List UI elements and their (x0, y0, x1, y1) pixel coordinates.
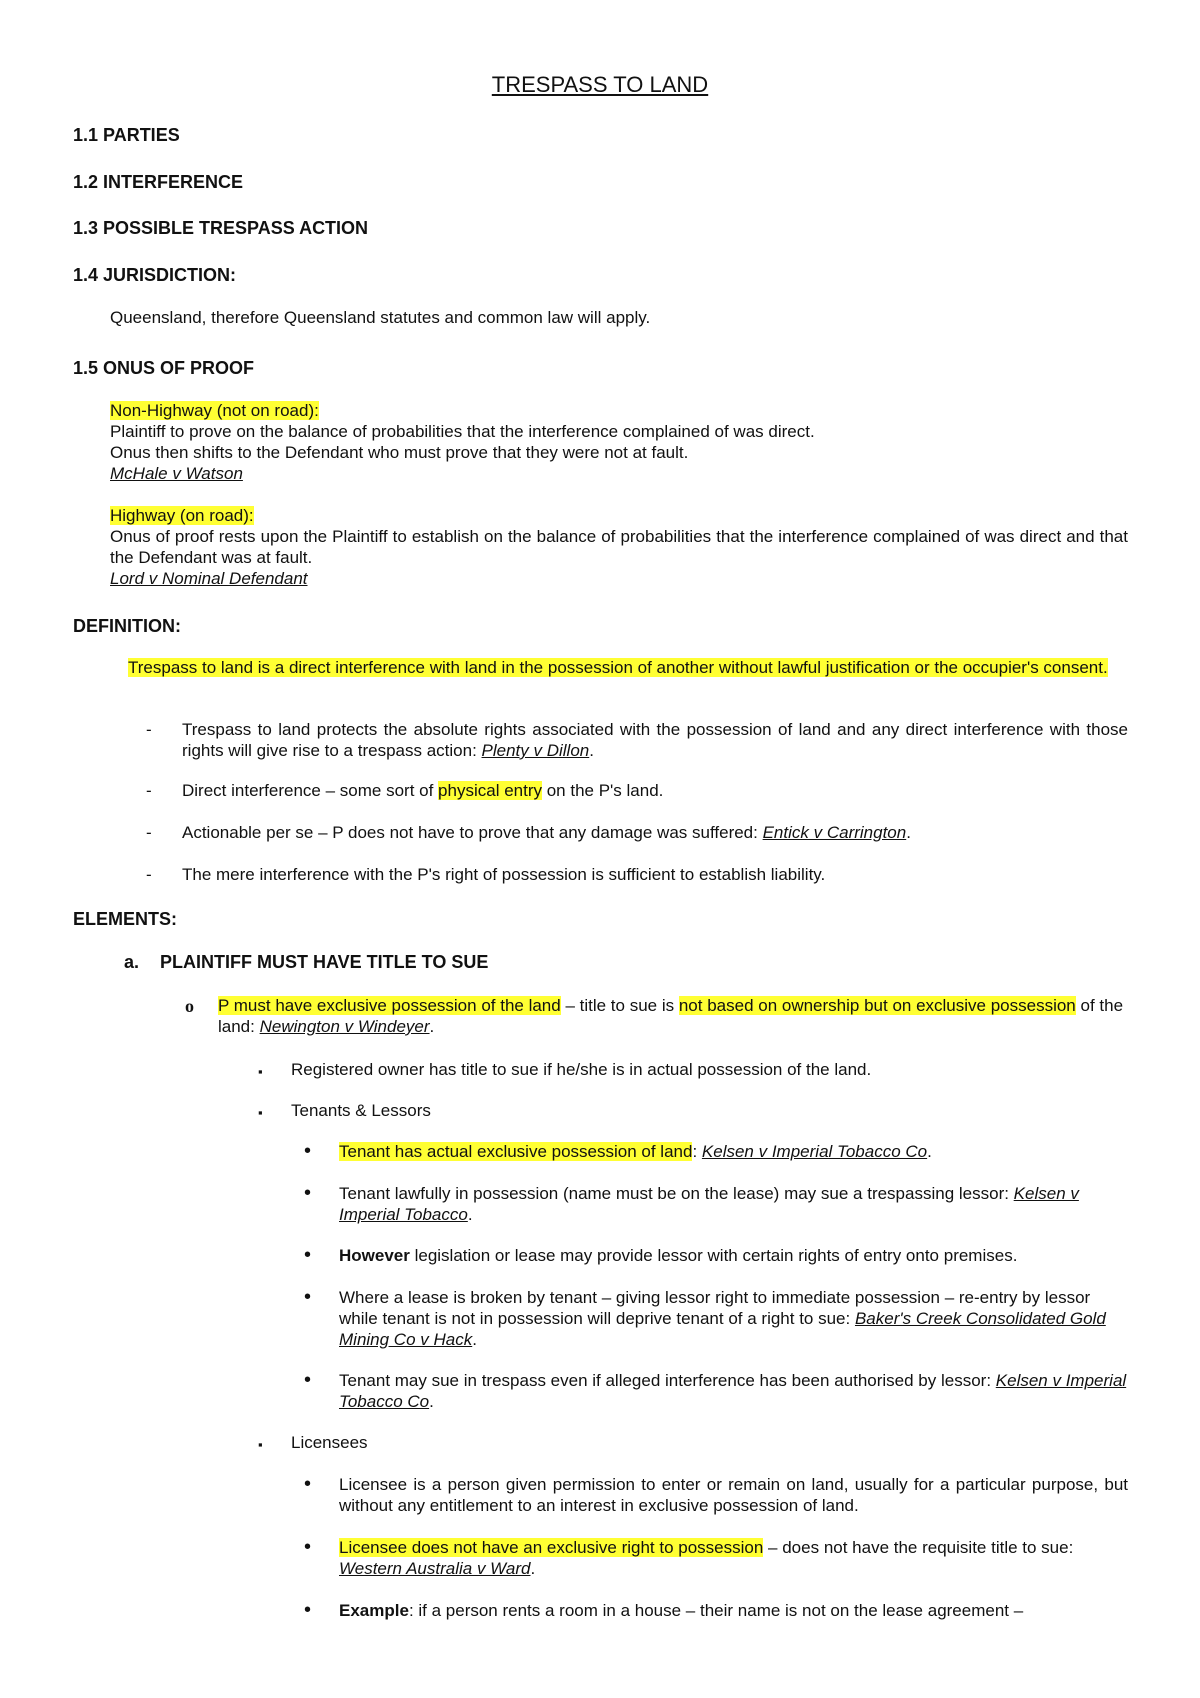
dot-bullet-icon: • (304, 1599, 312, 1621)
case-bakers-creek-v-hack: Baker's Creek Consolidated Gold Mining Co v Hack (339, 1309, 1106, 1349)
square-bullet-icon: ▪ (258, 1064, 263, 1079)
dot-bullet-icon: • (304, 1182, 312, 1204)
period: . (467, 1205, 473, 1224)
heading-elements: ELEMENTS: (73, 909, 178, 929)
colon: : (692, 1142, 702, 1161)
definition-text (128, 657, 1128, 678)
tenant-item-2 (339, 1183, 1128, 1225)
definition-bullet-3 (182, 822, 1128, 843)
licensee-item-1: Licensee is a person given permission to enter or remain on land, usually for a particular purpose, but without any entitlement to an interest in exclusive possession of land. (339, 1475, 1128, 1515)
element-a-mid: – title to sue is (560, 996, 679, 1015)
circle-bullet-icon: o (185, 996, 194, 1016)
licensee-item-3 (339, 1600, 1128, 1621)
case-entick-v-carrington: Entick v Carrington (762, 823, 907, 842)
nonhighway-line-2: Onus then shifts to the Defendant who must prove that they were not at fault. (110, 443, 689, 462)
period: . (429, 1392, 434, 1411)
bullet-2-pre: Direct interference – some sort of (182, 781, 439, 800)
dot-bullet-icon: • (304, 1536, 312, 1558)
licensee-item-2 (339, 1537, 1128, 1579)
exclusive-possession-highlight: P must have exclusive possession of the land (218, 996, 561, 1015)
case-kelsen-v-imperial-tobacco-co-2: Kelsen v Imperial Tobacco Co (339, 1371, 1127, 1411)
dot-bullet-icon: • (304, 1140, 312, 1162)
dash-marker: - (146, 823, 152, 842)
case-kelsen-v-imperial-tobacco-co: Kelsen v Imperial Tobacco Co (701, 1142, 928, 1161)
square-bullet-icon: ▪ (258, 1105, 263, 1120)
highway-text: Onus of proof rests upon the Plaintiff to establish on the balance of probabilities that the interference complained of was direct and that the Defendant was at fault. (110, 527, 1128, 567)
element-a-label: a. (124, 952, 140, 972)
case-newington-v-windeyer: Newington v Windeyer (259, 1017, 430, 1036)
nonhighway-label: Non-Highway (not on road): (110, 401, 319, 420)
tenant-item-3-text: legislation or lease may provide lessor with certain rights of entry onto premises. (409, 1246, 1018, 1265)
licensee-item-2-text: – does not have the requisite title to sue: (763, 1538, 1074, 1557)
definition-bullet-2 (182, 780, 1128, 801)
heading-parties: 1.1 PARTIES (73, 125, 180, 145)
jurisdiction-text: Queensland, therefore Queensland statutes and common law will apply. (110, 308, 651, 327)
heading-definition: DEFINITION: (73, 616, 181, 636)
example-bold: Example (339, 1601, 409, 1620)
square-bullet-icon: ▪ (258, 1437, 263, 1452)
case-lord-v-nominal-defendant: Lord v Nominal Defendant (110, 569, 308, 588)
case-western-australia-v-ward: Western Australia v Ward (339, 1559, 531, 1578)
dash-marker: - (146, 865, 152, 884)
period: . (429, 1017, 435, 1036)
definition-bullet-4: The mere interference with the P's right of possession is sufficient to establish liability. (182, 865, 826, 884)
heading-possible-trespass: 1.3 POSSIBLE TRESPASS ACTION (73, 218, 369, 238)
definition-highlight: Trespass to land is a direct interference with land in the possession of another without lawful justification or the occupier's consent. (128, 658, 1108, 677)
period: . (927, 1142, 932, 1161)
dot-bullet-icon: • (304, 1369, 312, 1391)
element-a-heading: PLAINTIFF MUST HAVE TITLE TO SUE (160, 952, 489, 972)
tenant-item-4 (339, 1287, 1128, 1350)
onus-highway (110, 505, 1128, 589)
tenant-item-4-text: Where a lease is broken by tenant – giving lessor right to immediate possession – re-entry by lessor while tenant is not in possession will deprive tenant of a right to sue: (339, 1288, 1091, 1328)
bullet-1-text: Trespass to land protects the absolute rights associated with the possession of land and any direct interference with those rights will give rise to a trespass action: (182, 720, 1128, 760)
case-kelsen-v-imperial-tobacco: Kelsen v Imperial Tobacco (339, 1184, 1079, 1224)
heading-interference: 1.2 INTERFERENCE (73, 172, 244, 192)
tenants-lessors-item: Tenants & Lessors (291, 1101, 431, 1120)
element-a-point (218, 995, 1128, 1037)
tenant-item-5 (339, 1370, 1128, 1412)
tenant-exclusive-highlight: Tenant has actual exclusive possession of land (339, 1142, 693, 1161)
tenant-item-5-text: Tenant may sue in trespass even if alleged interference has been authorised by lessor: (339, 1371, 996, 1390)
bullet-2-post: on the P's land. (541, 781, 664, 800)
period: . (589, 741, 594, 760)
nonhighway-line-1: Plaintiff to prove on the balance of probabilities that the interference complained of was direct. (110, 422, 815, 441)
tenant-item-3 (339, 1245, 1128, 1266)
licensee-item-3-text: : if a person rents a room in a house – their name is not on the lease agreement – (408, 1601, 1024, 1620)
period: . (472, 1330, 477, 1349)
highway-label: Highway (on road): (110, 506, 254, 525)
dash-marker: - (146, 720, 152, 739)
dot-bullet-icon: • (304, 1244, 312, 1266)
element-a-post: of the land: (218, 996, 1124, 1036)
onus-nonhighway (110, 400, 1128, 484)
licensees-item: Licensees (291, 1433, 368, 1452)
bullet-2-highlight: physical entry (438, 781, 542, 800)
case-mchale-v-watson: McHale v Watson (110, 464, 243, 483)
dot-bullet-icon: • (304, 1473, 312, 1495)
dash-marker: - (146, 781, 152, 800)
definition-bullet-1 (182, 719, 1128, 761)
heading-onus-of-proof: 1.5 ONUS OF PROOF (73, 358, 255, 378)
licensee-no-exclusive-highlight: Licensee does not have an exclusive right to possession (339, 1538, 764, 1557)
tenant-item-1 (339, 1141, 1128, 1162)
registered-owner-item: Registered owner has title to sue if he/she is in actual possession of the land. (291, 1060, 872, 1079)
bullet-3-text: Actionable per se – P does not have to prove that any damage was suffered: (182, 823, 763, 842)
period: . (906, 823, 911, 842)
document-title: TRESPASS TO LAND (491, 72, 709, 97)
case-plenty-v-dillon: Plenty v Dillon (481, 741, 590, 760)
period: . (530, 1559, 536, 1578)
tenant-item-2-text: Tenant lawfully in possession (name must be on the lease) may sue a trespassing lessor: (339, 1184, 1014, 1203)
dot-bullet-icon: • (304, 1286, 312, 1308)
heading-jurisdiction: 1.4 JURISDICTION: (73, 265, 237, 285)
however-bold: However (339, 1246, 410, 1265)
not-ownership-highlight: not based on ownership but on exclusive possession (678, 996, 1076, 1015)
